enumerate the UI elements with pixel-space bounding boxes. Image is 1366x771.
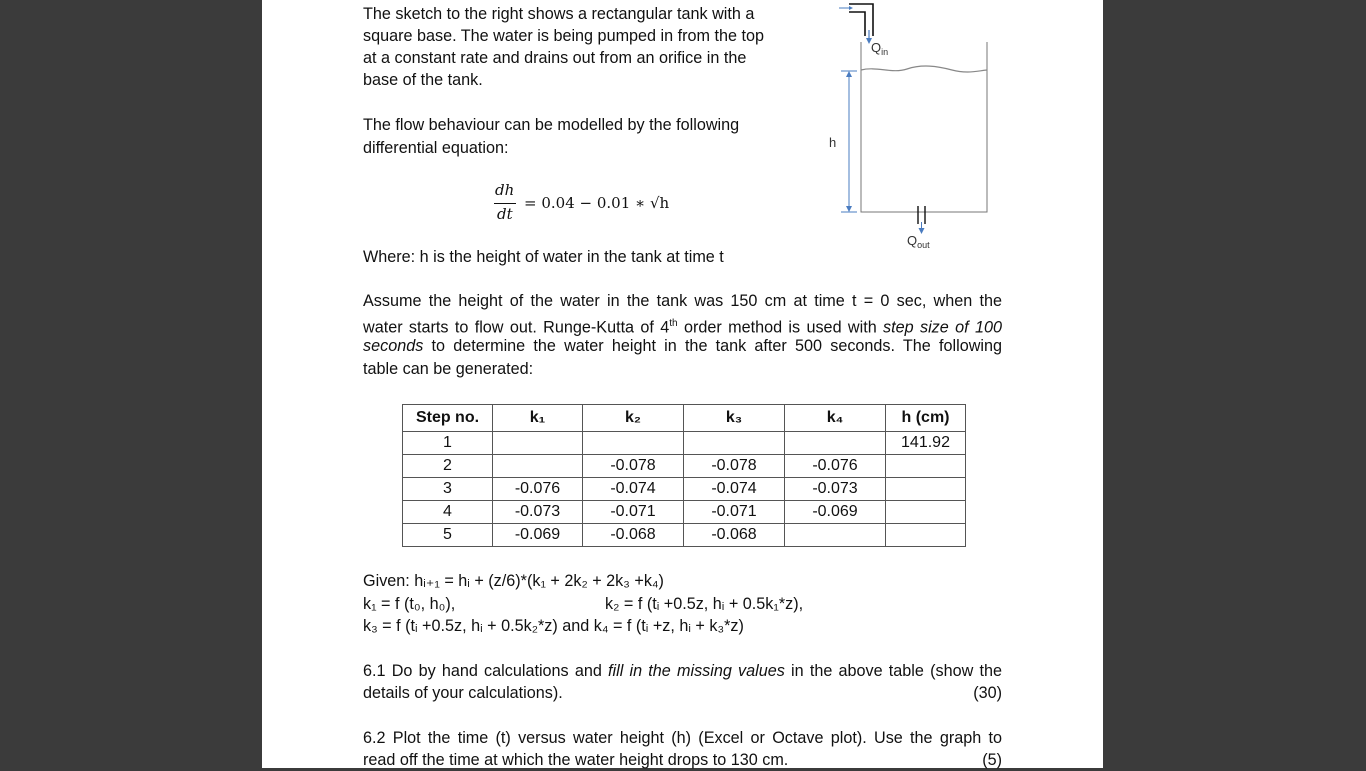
h-label: h: [829, 135, 837, 150]
water-surface: [861, 66, 987, 72]
table-cell: [886, 524, 966, 547]
assume-line-2: water starts to flow out. Runge-Kutta of 4th order method is used with step size of 100: [363, 318, 1002, 337]
question-6-1-line-2: details of your calculations).: [363, 684, 563, 702]
table-cell: 1: [403, 432, 493, 455]
table-cell: -0.074: [583, 478, 684, 501]
table-cell: 141.92: [886, 432, 966, 455]
question-6-2-line-1: 6.2 Plot the time (t) versus water height (h) (Excel or Octave plot). Use the graph to: [363, 729, 1002, 747]
table-row: [403, 524, 966, 547]
equation-numerator: dh: [495, 181, 515, 199]
table-cell: -0.073: [785, 478, 886, 501]
table-cell: [886, 455, 966, 478]
table-cell: -0.071: [684, 501, 785, 524]
header-step: Step no.: [403, 405, 493, 432]
assume-line-4: table can be generated:: [363, 360, 534, 378]
table-cell: -0.076: [493, 478, 583, 501]
inlet-pipe: [849, 4, 873, 44]
table-row: [403, 478, 966, 501]
table-cell: 4: [403, 501, 493, 524]
question-6-2-line-2: read off the time at which the water height drops to 130 cm.: [363, 751, 789, 769]
flow-line-1: The flow behaviour can be modelled by the following: [363, 116, 740, 134]
where-text: Where: h is the height of water in the tank at time t: [363, 248, 724, 266]
document-page: [262, 0, 1103, 768]
q-in-label: $Q_{in}$: [871, 40, 889, 57]
header-k1: k₁: [493, 405, 583, 432]
table-row: [403, 432, 966, 455]
table-cell: [886, 478, 966, 501]
table-cell: -0.074: [684, 478, 785, 501]
table-cell: 3: [403, 478, 493, 501]
table-cell: -0.071: [583, 501, 684, 524]
intro-line-3: at a constant rate and drains out from an orifice in the: [363, 49, 747, 67]
given-line-1: Given: hᵢ₊₁ = hᵢ + (z/6)*(k₁ + 2k₂ + 2k₃ +k₄): [363, 572, 664, 590]
table-cell: [583, 432, 684, 455]
assume-line-1: Assume the height of the water in the tank was 150 cm at time t = 0 sec, when the: [363, 292, 1002, 310]
table-cell: [785, 524, 886, 547]
header-k2: k₂: [583, 405, 684, 432]
table-cell: [493, 432, 583, 455]
table-cell: 2: [403, 455, 493, 478]
header-h: h (cm): [886, 405, 966, 432]
height-dimension: [841, 71, 857, 212]
header-k4: k₄: [785, 405, 886, 432]
question-6-2-marks: (5): [982, 751, 1002, 769]
table-row: [403, 455, 966, 478]
tank-sketch: [829, 0, 1017, 260]
tank-walls: [861, 42, 987, 212]
table-cell: [886, 501, 966, 524]
fraction-bar: [494, 203, 516, 204]
table-cell: -0.069: [785, 501, 886, 524]
intro-line-1: The sketch to the right shows a rectangular tank with a: [363, 5, 755, 23]
table-cell: -0.078: [684, 455, 785, 478]
table-cell: -0.078: [583, 455, 684, 478]
table-cell: -0.068: [684, 524, 785, 547]
intro-line-4: base of the tank.: [363, 71, 483, 89]
table-cell: 5: [403, 524, 493, 547]
question-6-1-marks: (30): [973, 684, 1002, 702]
given-line-3: k₃ = f (tᵢ +0.5z, hᵢ + 0.5k₂*z) and k₄ = f (tᵢ +z, hᵢ + k₃*z): [363, 617, 744, 635]
assume-line-3: seconds to determine the water height in the tank after 500 seconds. The following: [363, 337, 1002, 355]
rk4-table: [402, 404, 966, 547]
header-k3: k₃: [684, 405, 785, 432]
table-cell: -0.069: [493, 524, 583, 547]
inflow-arrow-icon: [839, 6, 853, 10]
table-cell: [493, 455, 583, 478]
table-cell: [684, 432, 785, 455]
table-cell: [785, 432, 886, 455]
equation-rhs: = 0.04 − 0.01 ∗ √h: [524, 194, 670, 212]
table-cell: -0.068: [583, 524, 684, 547]
given-line-2b: k₂ = f (tᵢ +0.5z, hᵢ + 0.5k₁*z),: [605, 595, 804, 613]
intro-line-2: square base. The water is being pumped in from the top: [363, 27, 765, 45]
given-line-2a: k₁ = f (t₀, h₀),: [363, 595, 456, 613]
table-cell: -0.076: [785, 455, 886, 478]
table-header-row: [403, 405, 966, 432]
question-6-1-line-1: 6.1 Do by hand calculations and fill in the missing values in the above table (show the: [363, 662, 1002, 680]
q-out-label: $Q_{out}$: [907, 233, 930, 250]
table-row: [403, 501, 966, 524]
flow-line-2: differential equation:: [363, 139, 509, 157]
orifice: [918, 206, 925, 234]
table-cell: -0.073: [493, 501, 583, 524]
equation-denominator: dt: [497, 205, 513, 223]
